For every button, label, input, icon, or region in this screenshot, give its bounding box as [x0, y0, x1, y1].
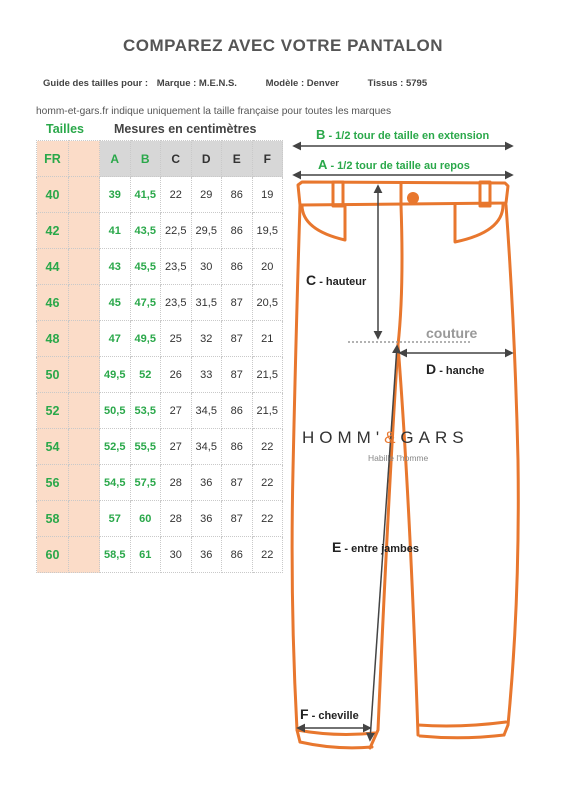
measure-e-cell: 87: [222, 501, 253, 537]
measure-c-cell: 22,5: [161, 213, 192, 249]
header-e: E: [222, 141, 253, 177]
mesures-label: Mesures en centimètres: [114, 122, 257, 136]
button-icon: [407, 192, 419, 204]
guide-brand: Marque : M.E.N.S.: [156, 78, 237, 89]
measure-b-cell: 52: [130, 357, 161, 393]
measure-a-cell: 45: [100, 285, 131, 321]
measure-b-cell: 47,5: [130, 285, 161, 321]
measure-a-cell: 43: [100, 249, 131, 285]
brand-amp: &: [384, 428, 401, 447]
brand-right: GARS: [400, 428, 469, 447]
measure-f-cell: 22: [252, 465, 283, 501]
label-d: [426, 361, 484, 377]
measure-c-cell: 25: [161, 321, 192, 357]
label-e: [332, 539, 419, 555]
size-fr-cell: 46: [37, 285, 69, 321]
measure-c-cell: 28: [161, 501, 192, 537]
size-note: homm-et-gars.fr indique uniquement la taille française pour toutes les marques: [36, 106, 392, 117]
pants-outline: [292, 182, 518, 748]
label-a: [318, 157, 470, 172]
measure-b-cell: 41,5: [130, 177, 161, 213]
measure-c-cell: 27: [161, 429, 192, 465]
measure-d-cell: 36: [191, 537, 222, 573]
label-c-letter: C: [306, 272, 317, 288]
measure-f-cell: 19,5: [252, 213, 283, 249]
brand-slogan: Habille l'homme: [368, 453, 429, 463]
measure-a-cell: 57: [100, 501, 131, 537]
measure-d-cell: 34,5: [191, 393, 222, 429]
measure-f-cell: 19: [252, 177, 283, 213]
label-b-letter: B: [316, 127, 326, 142]
measure-d-cell: 29: [191, 177, 222, 213]
measure-d-cell: 29,5: [191, 213, 222, 249]
measure-a-cell: 39: [100, 177, 131, 213]
measure-f-cell: 21,5: [252, 357, 283, 393]
couture-label: couture: [426, 325, 478, 341]
measure-c-cell: 26: [161, 357, 192, 393]
header-d: D: [191, 141, 222, 177]
measure-d-cell: 34,5: [191, 429, 222, 465]
measure-b-cell: 61: [130, 537, 161, 573]
header-a: A: [100, 141, 131, 177]
measure-e-cell: 87: [222, 465, 253, 501]
size-fr-cell: 58: [37, 501, 69, 537]
measure-c-cell: 28: [161, 465, 192, 501]
label-c: [306, 272, 366, 288]
label-b: [316, 127, 489, 142]
measure-b-cell: 43,5: [130, 213, 161, 249]
measure-f-cell: 20: [252, 249, 283, 285]
measure-c-cell: 30: [161, 537, 192, 573]
size-fr-cell: 52: [37, 393, 69, 429]
size-fr-cell: 40: [37, 177, 69, 213]
measure-e-cell: 86: [222, 393, 253, 429]
guide-label: Guide des tailles pour :: [43, 78, 149, 89]
label-b-text: - 1/2 tour de taille en extension: [328, 130, 490, 142]
label-f-text: - cheville: [311, 710, 359, 722]
guide-model: Modèle : Denver: [265, 78, 339, 89]
measure-f-cell: 21: [252, 321, 283, 357]
guide-fabric: Tissus : 5795: [367, 78, 428, 89]
header-fr: FR: [37, 141, 69, 177]
measure-a-cell: 58,5: [100, 537, 131, 573]
measure-f-cell: 22: [252, 501, 283, 537]
label-d-letter: D: [426, 361, 437, 377]
measure-e-cell: 86: [222, 249, 253, 285]
measure-d-cell: 31,5: [191, 285, 222, 321]
measure-d-cell: 32: [191, 321, 222, 357]
tailles-label: Tailles: [46, 122, 84, 136]
measure-d-cell: 36: [191, 501, 222, 537]
measure-e-cell: 86: [222, 429, 253, 465]
measure-e-cell: 87: [222, 285, 253, 321]
label-f-letter: F: [300, 706, 309, 722]
label-a-text: - 1/2 tour de taille au repos: [330, 160, 470, 172]
label-d-text: - hanche: [439, 365, 485, 377]
header-f: F: [252, 141, 283, 177]
size-fr-cell: 50: [37, 357, 69, 393]
label-e-letter: E: [332, 539, 342, 555]
measure-c-cell: 23,5: [161, 249, 192, 285]
measure-f-cell: 20,5: [252, 285, 283, 321]
measure-e-cell: 87: [222, 357, 253, 393]
label-a-letter: A: [318, 157, 328, 172]
header-c: C: [161, 141, 192, 177]
size-fr-cell: 44: [37, 249, 69, 285]
size-fr-cell: 48: [37, 321, 69, 357]
measure-c-cell: 27: [161, 393, 192, 429]
measure-d-cell: 30: [191, 249, 222, 285]
measure-e-cell: 86: [222, 177, 253, 213]
measure-f-cell: 22: [252, 537, 283, 573]
brand-left: HOMM': [302, 428, 385, 447]
measure-b-cell: 53,5: [130, 393, 161, 429]
measure-e-cell: 86: [222, 213, 253, 249]
measure-b-cell: 49,5: [130, 321, 161, 357]
measure-a-cell: 47: [100, 321, 131, 357]
page-title: COMPAREZ AVEC VOTRE PANTALON: [123, 36, 443, 55]
measure-b-cell: 60: [130, 501, 161, 537]
measure-c-cell: 23,5: [161, 285, 192, 321]
label-c-text: - hauteur: [319, 276, 367, 288]
measure-e-cell: 87: [222, 321, 253, 357]
measure-f-cell: 22: [252, 429, 283, 465]
measure-c-cell: 22: [161, 177, 192, 213]
size-fr-cell: 56: [37, 465, 69, 501]
label-e-text: - entre jambes: [344, 543, 419, 555]
measure-a-cell: 52,5: [100, 429, 131, 465]
label-f: [300, 706, 359, 722]
size-fr-cell: 54: [37, 429, 69, 465]
header-b: B: [130, 141, 161, 177]
size-fr-cell: 42: [37, 213, 69, 249]
size-fr-cell: 60: [37, 537, 69, 573]
measure-a-cell: 50,5: [100, 393, 131, 429]
measure-e-cell: 86: [222, 537, 253, 573]
measure-a-cell: 49,5: [100, 357, 131, 393]
brand-logo: [302, 428, 469, 448]
measure-b-cell: 57,5: [130, 465, 161, 501]
measure-b-cell: 45,5: [130, 249, 161, 285]
measure-b-cell: 55,5: [130, 429, 161, 465]
measure-a-cell: 54,5: [100, 465, 131, 501]
measure-d-cell: 36: [191, 465, 222, 501]
measure-d-cell: 33: [191, 357, 222, 393]
measure-a-cell: 41: [100, 213, 131, 249]
measure-f-cell: 21,5: [252, 393, 283, 429]
